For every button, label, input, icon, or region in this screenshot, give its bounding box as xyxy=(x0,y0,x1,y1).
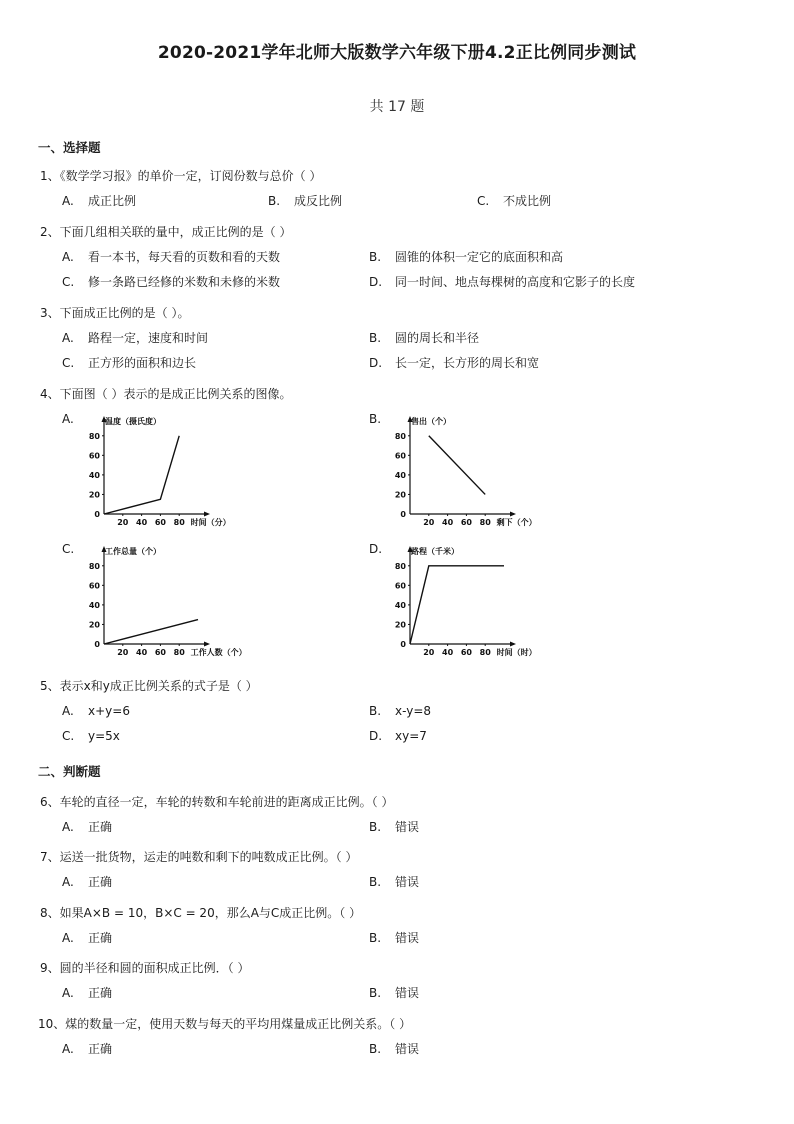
question-7-option-b[interactable] xyxy=(369,874,419,890)
option-text: 同一时间、地点每棵树的高度和它影子的长度 xyxy=(395,275,636,289)
y-tick-label: 60 xyxy=(88,581,100,591)
question-6-stem: 6、车轮的直径一定，车轮的转数和车轮前进的距离成正比例。（ ） xyxy=(40,795,394,809)
graph-d xyxy=(376,540,546,662)
y-tick-label: 20 xyxy=(88,490,100,500)
option-letter: B. xyxy=(369,250,382,264)
question-10-option-a[interactable] xyxy=(62,1041,112,1057)
option-text: 正确 xyxy=(88,875,113,889)
y-axis-label: 温度（摄氏度） xyxy=(105,417,161,426)
x-axis-arrow xyxy=(510,512,516,517)
option-letter: A. xyxy=(62,250,74,264)
question-9-option-a[interactable] xyxy=(62,985,112,1001)
x-tick-label: 80 xyxy=(479,518,491,527)
section-heading-judge: 二、判断题 xyxy=(38,764,101,779)
x-axis-arrow xyxy=(510,642,516,647)
y-axis-label: 路程（千米） xyxy=(411,547,459,556)
question-3-option-a[interactable] xyxy=(62,330,208,346)
x-axis-label: 工作人数（个） xyxy=(190,648,247,657)
page-title: 2020-2021学年北师大版数学六年级下册4.2正比例同步测试 xyxy=(157,43,637,63)
origin-label: 0 xyxy=(94,640,100,649)
option-text: 正确 xyxy=(88,1042,113,1056)
question-5-stem: 5、表示x和y成正比例关系的式子是（ ） xyxy=(40,679,258,693)
y-tick-label: 20 xyxy=(88,620,100,630)
option-letter: A. xyxy=(62,704,74,718)
x-tick-label: 20 xyxy=(423,518,435,527)
y-tick-label: 20 xyxy=(394,620,406,630)
graph-c-letter[interactable]: C. xyxy=(62,542,75,556)
question-1-option-b[interactable] xyxy=(268,193,342,209)
option-text: y=5x xyxy=(88,729,120,743)
x-tick-label: 20 xyxy=(117,648,129,657)
question-9-stem: 9、圆的半径和圆的面积成正比例．（ ） xyxy=(40,961,250,975)
section-heading-choice: 一、选择题 xyxy=(38,140,101,155)
option-letter: C. xyxy=(62,729,75,743)
series-line xyxy=(104,436,179,514)
question-5-option-c[interactable] xyxy=(62,728,120,744)
y-axis-label: 工作总量（个） xyxy=(105,547,161,556)
option-letter: C. xyxy=(477,194,490,208)
option-text: 正确 xyxy=(88,820,113,834)
x-tick-label: 80 xyxy=(173,648,185,657)
question-count: 共 17 题 xyxy=(369,99,425,115)
question-9-option-b[interactable] xyxy=(369,985,419,1001)
graph-d-letter[interactable]: D. xyxy=(369,542,383,556)
option-letter: A. xyxy=(62,986,74,1000)
y-tick-label: 80 xyxy=(88,431,100,441)
option-letter: B. xyxy=(369,1042,382,1056)
x-axis-label: 剩下（个） xyxy=(496,518,537,527)
origin-label: 0 xyxy=(400,510,406,519)
option-text: 成反比例 xyxy=(294,194,343,208)
x-tick-label: 80 xyxy=(173,518,185,527)
question-2-option-d[interactable] xyxy=(369,274,635,290)
option-text: 正确 xyxy=(88,986,113,1000)
y-tick-label: 60 xyxy=(394,581,406,591)
option-letter: C. xyxy=(62,356,75,370)
graph-b xyxy=(376,410,546,530)
option-letter: D. xyxy=(369,729,383,743)
x-axis-arrow xyxy=(204,642,210,647)
y-axis-label: 售出（个） xyxy=(411,417,451,426)
x-tick-label: 20 xyxy=(423,648,435,657)
option-text: 不成比例 xyxy=(503,194,552,208)
option-text: 修一条路已经修的米数和未修的米数 xyxy=(88,275,281,289)
option-text: x+y=6 xyxy=(88,704,130,718)
y-tick-label: 40 xyxy=(88,600,100,610)
question-5-option-a[interactable] xyxy=(62,703,130,719)
graph-c xyxy=(70,540,250,662)
option-text: 正确 xyxy=(88,931,113,945)
option-letter: C. xyxy=(62,275,75,289)
option-letter: A. xyxy=(62,875,74,889)
option-letter: A. xyxy=(62,1042,74,1056)
question-5-option-d[interactable] xyxy=(369,728,427,744)
question-1-option-a[interactable] xyxy=(62,193,136,209)
option-text: 圆的周长和半径 xyxy=(395,331,480,345)
origin-label: 0 xyxy=(400,640,406,649)
x-axis-arrow xyxy=(204,512,210,517)
x-tick-label: 40 xyxy=(442,518,454,527)
x-tick-label: 60 xyxy=(154,518,166,527)
option-text: 长一定，长方形的周长和宽 xyxy=(395,356,540,370)
question-8-option-b[interactable] xyxy=(369,930,419,946)
option-text: x-y=8 xyxy=(395,704,432,718)
question-5-option-b[interactable] xyxy=(369,703,431,719)
option-letter: B. xyxy=(268,194,281,208)
option-letter: B. xyxy=(369,931,382,945)
series-line xyxy=(429,436,485,495)
origin-label: 0 xyxy=(94,510,100,519)
question-6-option-a[interactable] xyxy=(62,819,112,835)
option-text: 圆锥的体积一定它的底面积和高 xyxy=(395,250,564,264)
x-tick-label: 80 xyxy=(479,648,491,657)
question-10-stem: 10、煤的数量一定，使用天数与每天的平均用煤量成正比例关系。（ ） xyxy=(38,1017,412,1031)
graph-a-letter[interactable]: A. xyxy=(62,412,74,426)
option-letter: A. xyxy=(62,820,74,834)
option-text: 成正比例 xyxy=(88,194,137,208)
option-text: 正方形的面积和边长 xyxy=(88,356,197,370)
question-2-option-c[interactable] xyxy=(62,274,280,290)
option-letter: B. xyxy=(369,986,382,1000)
x-axis-label: 时间（时） xyxy=(496,648,537,657)
question-3-option-d[interactable] xyxy=(369,355,539,371)
question-7-stem: 7、运送一批货物，运走的吨数和剩下的吨数成正比例。（ ） xyxy=(40,850,358,864)
question-2-option-a[interactable] xyxy=(62,249,280,265)
option-text: 错误 xyxy=(395,820,420,834)
option-letter: D. xyxy=(369,356,383,370)
question-4-stem: 4、下面图（ ）表示的是成正比例关系的图像。 xyxy=(40,387,292,401)
option-letter: B. xyxy=(369,331,382,345)
option-letter: A. xyxy=(62,194,74,208)
option-text: 错误 xyxy=(395,1042,420,1056)
option-letter: D. xyxy=(369,275,383,289)
y-tick-label: 40 xyxy=(394,470,406,480)
y-tick-label: 80 xyxy=(394,431,406,441)
question-8-stem: 8、如果A×B = 10，B×C = 20，那么A与C成正比例。（ ） xyxy=(40,906,362,920)
x-tick-label: 40 xyxy=(136,518,148,527)
question-10-option-b[interactable] xyxy=(369,1041,419,1057)
option-letter: B. xyxy=(369,820,382,834)
series-line xyxy=(410,566,504,644)
question-1-stem: 1、《数学学习报》的单价一定，订阅份数与总价（ ） xyxy=(40,169,322,183)
question-6-option-b[interactable] xyxy=(369,819,419,835)
x-tick-label: 60 xyxy=(460,648,472,657)
option-letter: A. xyxy=(62,331,74,345)
question-3-option-b[interactable] xyxy=(369,330,479,346)
question-3-option-c[interactable] xyxy=(62,355,196,371)
question-2-option-b[interactable] xyxy=(369,249,563,265)
option-letter: A. xyxy=(62,931,74,945)
question-1-option-c[interactable] xyxy=(477,193,551,209)
option-text: 错误 xyxy=(395,931,420,945)
y-tick-label: 80 xyxy=(88,561,100,571)
y-tick-label: 40 xyxy=(394,600,406,610)
option-text: 错误 xyxy=(395,986,420,1000)
x-axis-label: 时间（分） xyxy=(190,518,231,527)
series-line xyxy=(104,620,198,644)
option-text: 看一本书，每天看的页数和看的天数 xyxy=(88,250,281,264)
question-2-stem: 2、下面几组相关联的量中，成正比例的是（ ） xyxy=(40,225,292,239)
y-tick-label: 20 xyxy=(394,490,406,500)
x-tick-label: 60 xyxy=(154,648,166,657)
option-text: xy=7 xyxy=(395,729,427,743)
x-tick-label: 60 xyxy=(460,518,472,527)
graph-b-letter[interactable]: B. xyxy=(369,412,382,426)
option-letter: B. xyxy=(369,704,382,718)
x-tick-label: 40 xyxy=(442,648,454,657)
option-letter: B. xyxy=(369,875,382,889)
x-tick-label: 40 xyxy=(136,648,148,657)
x-tick-label: 20 xyxy=(117,518,129,527)
y-tick-label: 40 xyxy=(88,470,100,480)
question-8-option-a[interactable] xyxy=(62,930,112,946)
y-tick-label: 60 xyxy=(394,451,406,461)
y-tick-label: 60 xyxy=(88,451,100,461)
question-7-option-a[interactable] xyxy=(62,874,112,890)
y-tick-label: 80 xyxy=(394,561,406,571)
option-text: 路程一定，速度和时间 xyxy=(88,331,209,345)
graph-a xyxy=(70,410,240,530)
question-3-stem: 3、下面成正比例的是（ ）。 xyxy=(40,306,190,320)
option-text: 错误 xyxy=(395,875,420,889)
